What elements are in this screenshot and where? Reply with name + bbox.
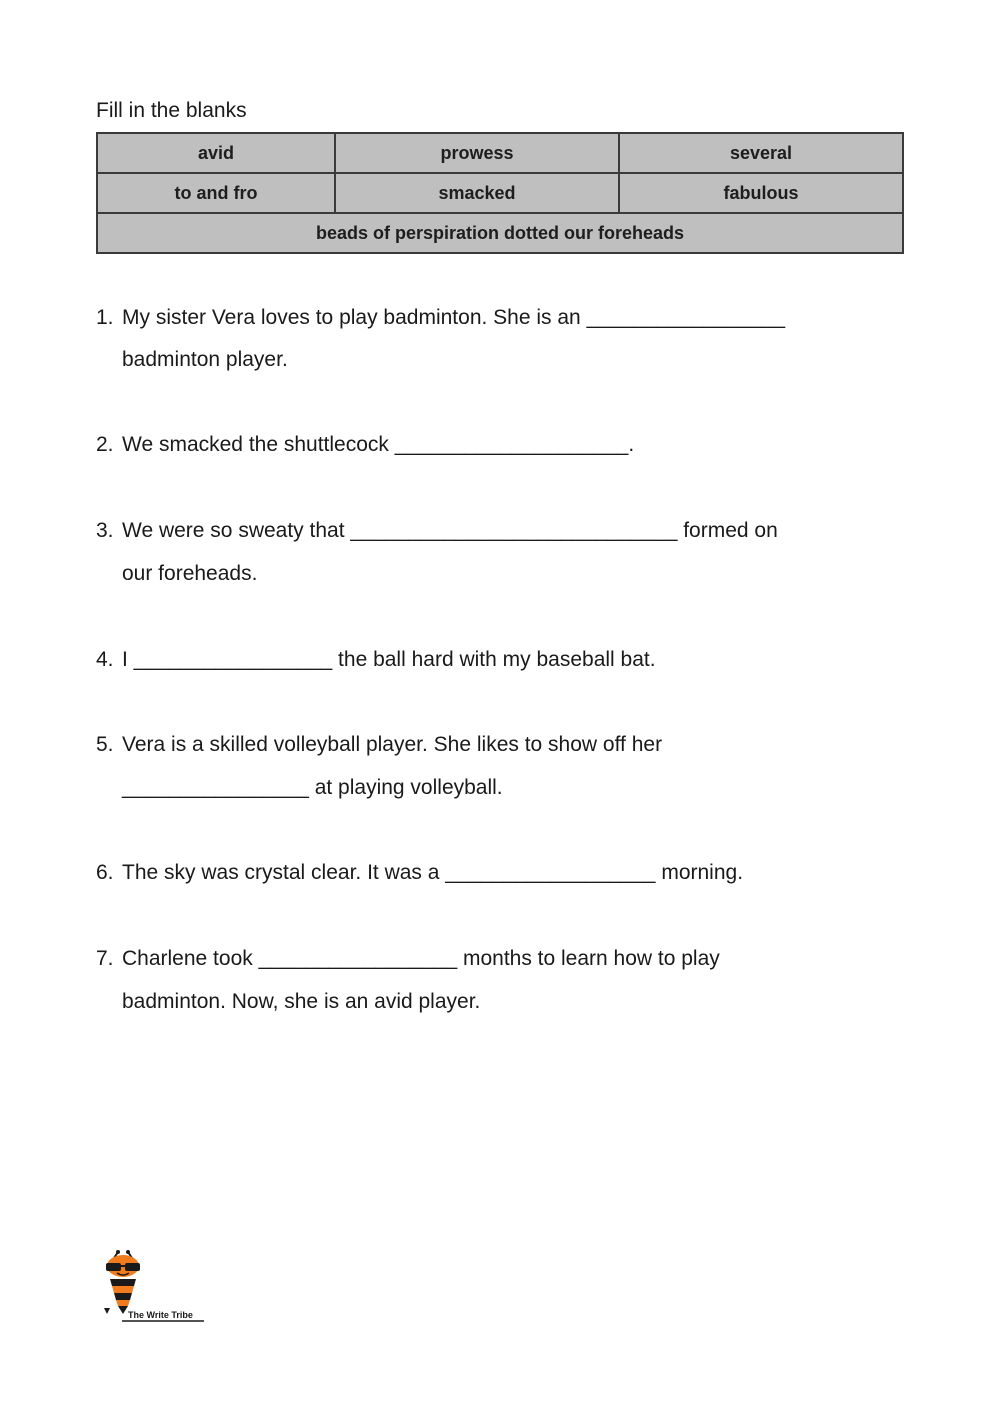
question-1 (96, 305, 785, 331)
question-number: 1. (96, 306, 114, 329)
question-number: 7. (96, 947, 114, 970)
question-text: The sky was crystal clear. It was a __________________ morning. (122, 861, 744, 884)
question-text: Charlene took _________________ months to learn how to play (122, 947, 720, 970)
question-4 (96, 647, 656, 673)
question-number: 3. (96, 519, 114, 542)
question-text: My sister Vera loves to play badminton. She is an _________________ (122, 306, 786, 329)
question-text: I _________________ the ball hard with my baseball bat. (122, 648, 656, 671)
worksheet-title: Fill in the blanks (96, 99, 247, 122)
question-6 (96, 860, 743, 886)
question-5 (96, 732, 662, 758)
word-bank-cell: smacked (335, 173, 619, 213)
question-text: Vera is a skilled volleyball player. She likes to show off her (122, 733, 663, 756)
write-tribe-bee-logo-icon (98, 1250, 208, 1326)
word-bank-cell: beads of perspiration dotted our foreheads (97, 213, 903, 253)
word-bank-table (96, 132, 904, 254)
question-7 (96, 946, 720, 972)
question-1-continuation: badminton player. (122, 348, 288, 371)
question-number: 4. (96, 648, 114, 671)
word-bank-row (97, 213, 903, 253)
question-5-continuation: ________________ at playing volleyball. (122, 776, 503, 799)
question-number: 6. (96, 861, 114, 884)
word-bank-row (97, 133, 903, 173)
question-number: 5. (96, 733, 114, 756)
question-2 (96, 432, 634, 458)
word-bank-cell: fabulous (619, 173, 903, 213)
logo-text: The Write Tribe (128, 1310, 193, 1320)
word-bank-cell: avid (97, 133, 335, 173)
word-bank-cell: prowess (335, 133, 619, 173)
question-text: We smacked the shuttlecock ____________________. (122, 433, 635, 456)
word-bank-cell: several (619, 133, 903, 173)
question-text: We were so sweaty that ____________________________ formed on (122, 519, 778, 542)
word-bank-cell: to and fro (97, 173, 335, 213)
question-3 (96, 518, 778, 544)
word-bank-row (97, 173, 903, 213)
question-7-continuation: badminton. Now, she is an avid player. (122, 990, 481, 1013)
question-number: 2. (96, 433, 114, 456)
question-3-continuation: our foreheads. (122, 562, 258, 585)
